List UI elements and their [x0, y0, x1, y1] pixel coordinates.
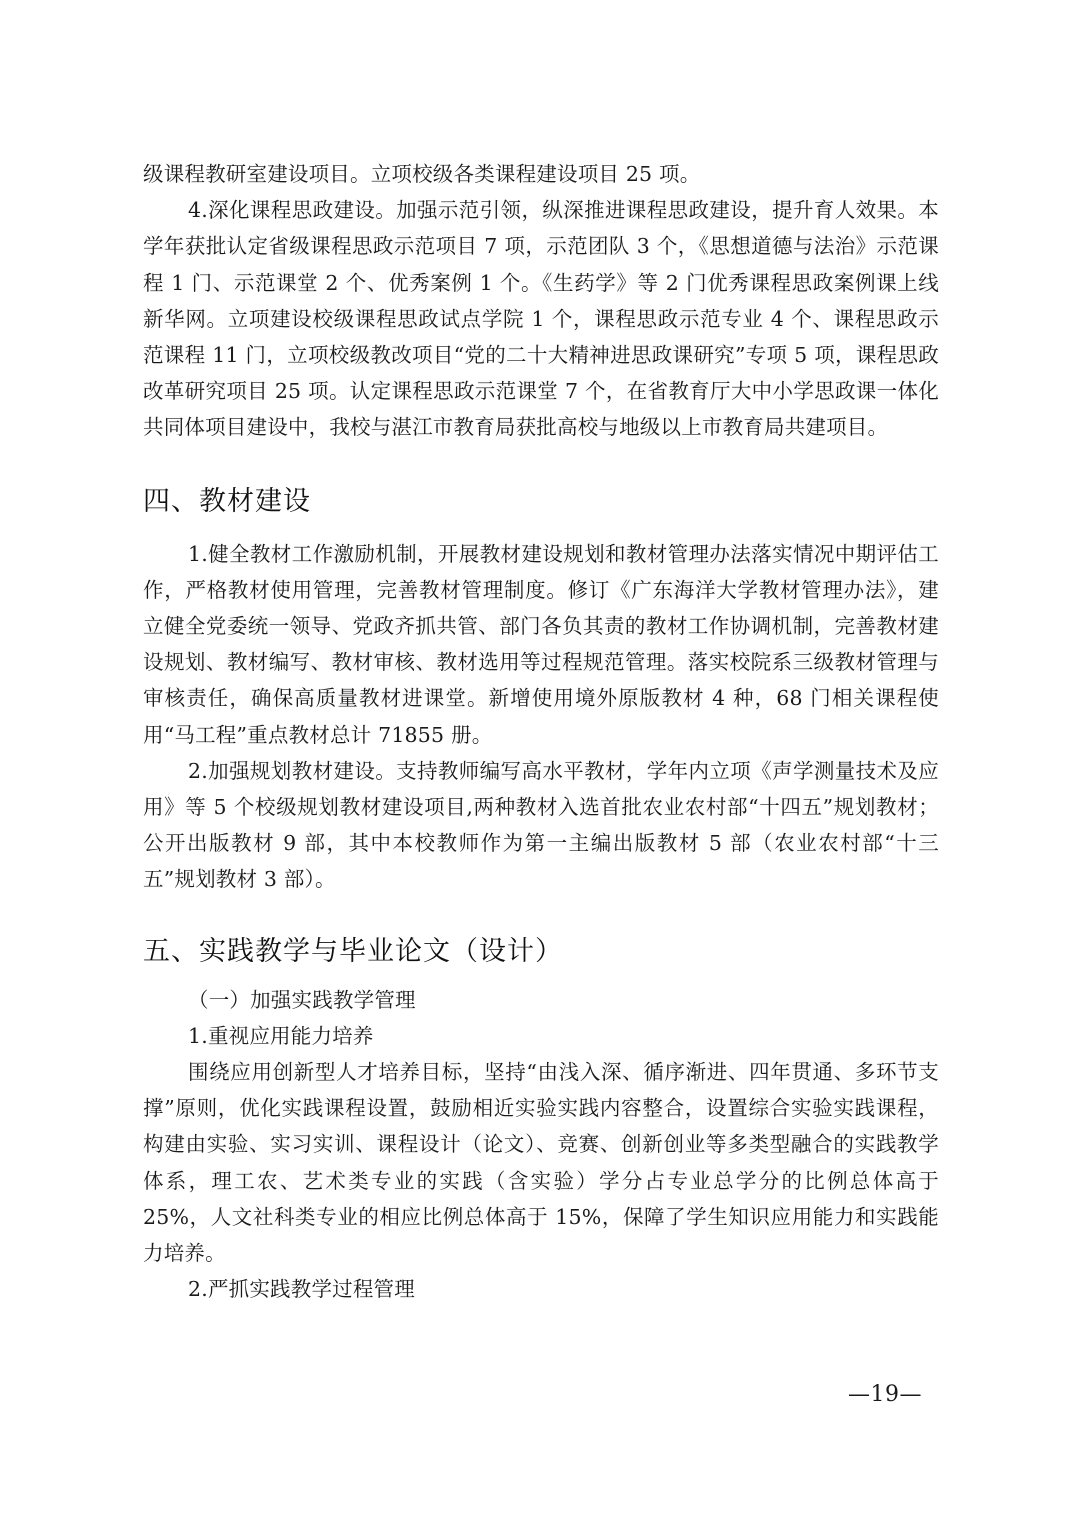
section-heading-practice-teaching: 五、实践教学与毕业论文（设计） — [143, 935, 563, 967]
item-title-application-ability: 1.重视应用能力培养 — [188, 1023, 374, 1048]
paragraph-textbook-mechanism: 1.健全教材工作激励机制，开展教材建设规划和教材管理办法落实情况中期评估工作，严格教材使用管理，完善教材管理制度。修订《广东海洋大学教材管理办法》，建立健全党委统一领导、党政齐抓共管、部门各负其责的教材工作协调机制，完善教材建设规划、教材编写、教材审核、教材选用等过程规范管理。落实校院系三级教材管理与审核责任，确保高质量教材进课堂。新增使用境外原版教材 4 种，68 门相关课程使用“马工程”重点教材总计 71855 册。 — [143, 541, 939, 747]
section-heading-textbooks: 四、教材建设 — [143, 485, 311, 517]
paragraph-textbook-planning: 2.加强规划教材建设。支持教师编写高水平教材，学年内立项《声学测量技术及应用》等 5 个校级规划教材建设项目,两种教材入选首批农业农村部“十四五”规划教材；公开出版教材 9 部，其中本校教师作为第一主编出版教材 5 部（农业农村部“十三五”规划教材 3 部）。 — [143, 758, 939, 892]
page-number: —19— — [848, 1382, 922, 1407]
paragraph-application-ability: 围绕应用创新型人才培养目标，坚持“由浅入深、循序渐进、四年贯通、多环节支撑”原则，优化实践课程设置，鼓励相近实验实践内容整合，设置综合实验实践课程，构建由实验、实习实训、课程设计（论文）、竞赛、创新创业等多类型融合的实践教学体系，理工农、艺术类专业的实践（含实验）学分占专业总学分的比例总体高于 25%，人文社科类专业的相应比例总体高于 15%，保障了学生知识应用能力和实践能力培养。 — [143, 1060, 939, 1266]
page-content — [143, 156, 939, 1307]
paragraph-course-ideology: 4.深化课程思政建设。加强示范引领，纵深推进课程思政建设，提升育人效果。本学年获批认定省级课程思政示范项目 7 项，示范团队 3 个，《思想道德与法治》示范课程 1 门、示范课堂 2 个、优秀案例 1 个。《生药学》等 2 门优秀课程思政案例课上线新华网。立项建设校级课程思政试点学院 1 个，课程思政示范专业 4 个、课程思政示范课程 11 门，立项校级教改项目“党的二十大精神进思政课研究”专项 5 项，课程思政改革研究项目 25 项。认定课程思政示范课堂 7 个，在省教育厅大中小学思政课一体化共同体项目建设中，我校与湛江市教育局获批高校与地级以上市教育局共建项目。 — [143, 198, 939, 440]
item-title-process-management: 2.严抓实践教学过程管理 — [188, 1277, 415, 1302]
paragraph-continuation: 级课程教研室建设项目。立项校级各类课程建设项目 25 项。 — [143, 162, 701, 186]
subheading-practice-management: （一）加强实践教学管理 — [188, 987, 416, 1012]
